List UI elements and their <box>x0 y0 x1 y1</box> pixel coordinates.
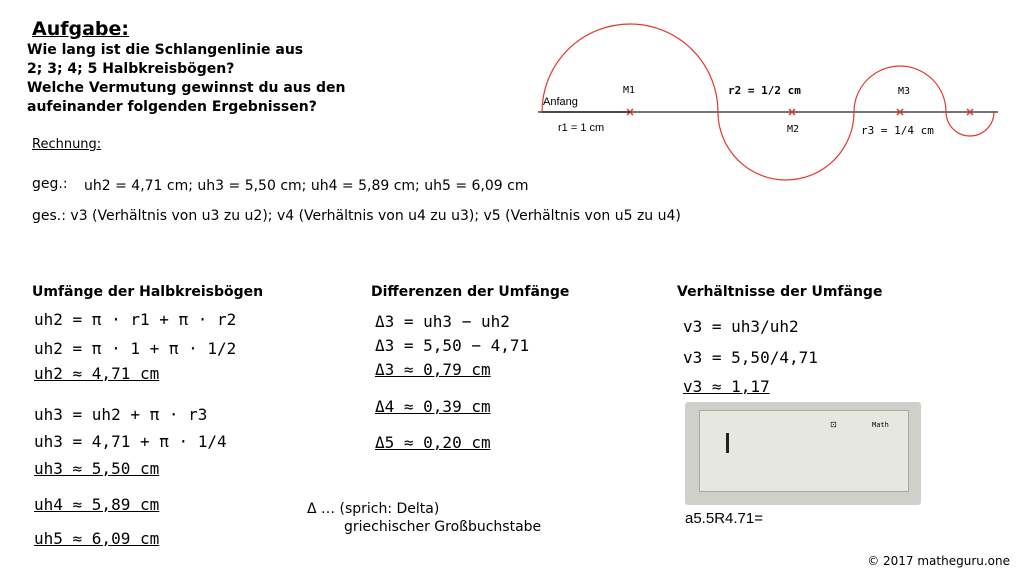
given-values: uh2 = 4,71 cm; uh3 = 5,50 cm; uh4 = 5,89 cm; uh5 = 6,09 cm <box>84 178 529 194</box>
copyright: © 2017 matheguru.one <box>867 554 1010 568</box>
snake-line-diagram <box>530 10 1010 190</box>
diagram-label-r1: r1 = 1 cm <box>558 122 605 134</box>
formula-uh3-substitution: uh3 = 4,71 + π · 1/4 <box>34 432 227 451</box>
semicircle-2 <box>718 112 854 180</box>
formula-uh2-substitution: uh2 = π · 1 + π · 1/2 <box>34 339 237 358</box>
formula-v3-result: v3 ≈ 1,17 <box>683 377 770 396</box>
page-title: Aufgabe: <box>32 18 130 40</box>
delta-note <box>307 500 541 536</box>
formula-v3-definition: v3 = uh3/uh2 <box>683 317 799 336</box>
formula-uh3-definition: uh3 = uh2 + π · r3 <box>34 405 208 424</box>
formula-uh2-result: uh2 ≈ 4,71 cm <box>34 364 160 383</box>
diagram-label-r2: r2 = 1/2 cm <box>728 84 801 97</box>
cursor-icon <box>726 433 729 453</box>
given-label: geg.: <box>32 176 68 192</box>
calculation-heading: Rechnung: <box>32 137 102 152</box>
diagram-label-m1: M1 <box>623 85 636 96</box>
formula-uh4-result: uh4 ≈ 5,89 cm <box>34 495 160 514</box>
heading-umfaenge: Umfänge der Halbkreisbögen <box>32 284 264 300</box>
calculator-display <box>685 402 921 505</box>
formula-v3-substitution: v3 = 5,50/4,71 <box>683 348 818 367</box>
formula-uh2-definition: uh2 = π · r1 + π · r2 <box>34 310 237 329</box>
task-text <box>27 41 345 117</box>
diagram-label-m2: M2 <box>787 124 800 135</box>
formula-delta3-result: Δ3 ≈ 0,79 cm <box>375 360 491 379</box>
heading-differenzen: Differenzen der Umfänge <box>371 284 570 300</box>
semicircle-4 <box>946 112 994 136</box>
task-line: 2; 3; 4; 5 Halbkreisbögen? <box>27 61 235 77</box>
diagram-label-r3: r3 = 1/4 cm <box>861 124 934 137</box>
formula-uh5-result: uh5 ≈ 6,09 cm <box>34 529 160 548</box>
task-line: Wie lang ist die Schlangenlinie aus <box>27 42 304 58</box>
delta-note-line: Δ … (sprich: Delta) <box>307 501 440 517</box>
calculator-mode: Math <box>872 421 889 429</box>
formula-uh3-result: uh3 ≈ 5,50 cm <box>34 459 160 478</box>
delta-note-line: griechischer Großbuchstabe <box>344 519 542 535</box>
formula-delta3-substitution: Δ3 = 5,50 − 4,71 <box>375 336 530 355</box>
calculator-screen <box>699 410 909 492</box>
formula-delta4-result: Δ4 ≈ 0,39 cm <box>375 397 491 416</box>
sought-values: ges.: v3 (Verhältnis von u3 zu u2); v4 (Verhältnis von u4 zu u3); v5 (Verhältnis von u5 zu u4) <box>32 208 681 224</box>
calculator-keystrokes: a5.5R4.71= <box>685 510 763 527</box>
formula-delta3-definition: Δ3 = uh3 − uh2 <box>375 312 510 331</box>
formula-delta5-result: Δ5 ≈ 0,20 cm <box>375 433 491 452</box>
task-line: aufeinander folgenden Ergebnissen? <box>27 99 317 115</box>
diagram-label-m3: M3 <box>898 86 911 97</box>
display-indicator-icon: ⊡ <box>830 420 837 429</box>
heading-verhaeltnisse: Verhältnisse der Umfänge <box>677 284 883 300</box>
diagram-label-anfang: Anfang <box>543 96 578 108</box>
task-line: Welche Vermutung gewinnst du aus den <box>27 80 346 96</box>
